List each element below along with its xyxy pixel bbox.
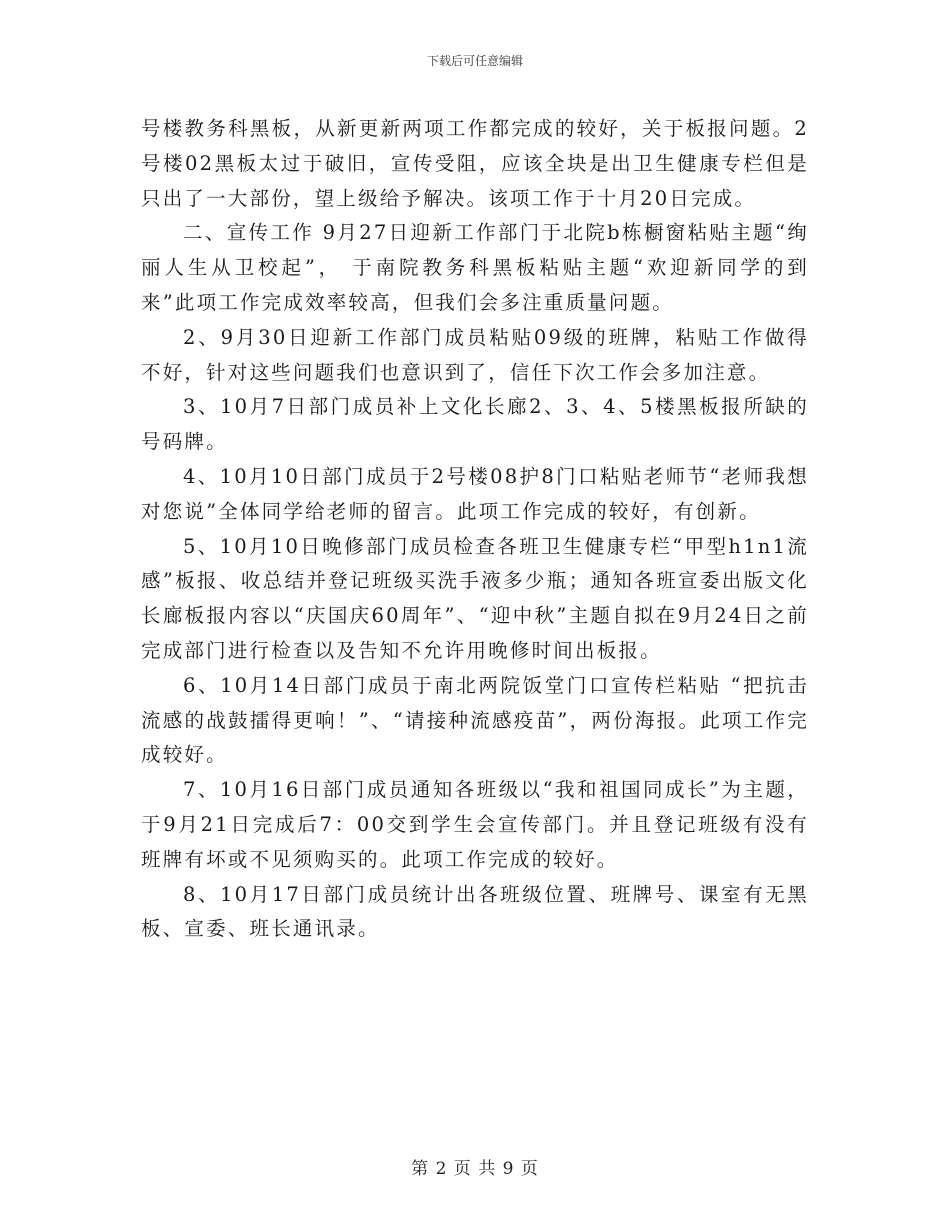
paragraph-item-2: 2、9月30日迎新工作部门成员粘贴09级的班牌，粘贴工作做得不好，针对这些问题我们也意识到了，信任下次工作会多加注意。 (141, 325, 809, 384)
paragraph-item-5: 5、10月10日晚修部门成员检查各班卫生健康专栏“甲型h1n1流感”板报、收总结并登记班级买洗手液多少瓶；通知各班宣委出版文化长廊板报内容以“庆国庆60周年”、“迎中秋”主题自拟在9月24日之前完成部门进行检查以及告知不允许用晚修时间出板报。 (141, 534, 809, 662)
paragraph-item-8: 8、10月17日部门成员统计出各班级位置、班牌号、课室有无黑板、宣委、班长通讯录。 (141, 882, 809, 941)
paragraph-item-6: 6、10月14日部门成员于南北两院饭堂门口宣传栏粘贴 “把抗击流感的战鼓擂得更响！”、“请接种流感疫苗”，两份海报。此项工作完成较好。 (141, 673, 809, 767)
paragraph-item-7: 7、10月16日部门成员通知各班级以“我和祖国同成长”为主题，于9月21日完成后7：00交到学生会宣传部门。并且登记班级有没有班牌有坏或不见须购买的。此项工作完成的较好。 (141, 778, 809, 871)
paragraph-item-3: 3、10月7日部门成员补上文化长廊2、3、4、5楼黑板报所缺的号码牌。 (141, 395, 809, 454)
page-number-footer: 第 2 页 共 9 页 (411, 1159, 539, 1179)
paragraph-item-4: 4、10月10日部门成员于2号楼08护8门口粘贴老师节“老师我想对您说”全体同学给老师的留言。此项工作完成的较好，有创新。 (141, 464, 809, 523)
paragraph-continuation: 号楼教务科黑板，从新更新两项工作都完成的较好，关于板报问题。2号楼02黑板太过于破旧，宣传受阻，应该全块是出卫生健康专栏但是只出了一大部份，望上级给予解决。该项工作于十月20日完成。 (141, 117, 809, 210)
paragraph-propaganda-work: 二、宣传工作 9月27日迎新工作部门于北院b栋橱窗粘贴主题“绚丽人生从卫校起”， 于南院教务科黑板粘贴主题“欢迎新同学的到来”此项工作完成效率较高，但我们会多注重质量问题。 (141, 221, 809, 314)
page-header: 下载后可任意编辑 (426, 54, 523, 68)
body-text (141, 112, 809, 947)
